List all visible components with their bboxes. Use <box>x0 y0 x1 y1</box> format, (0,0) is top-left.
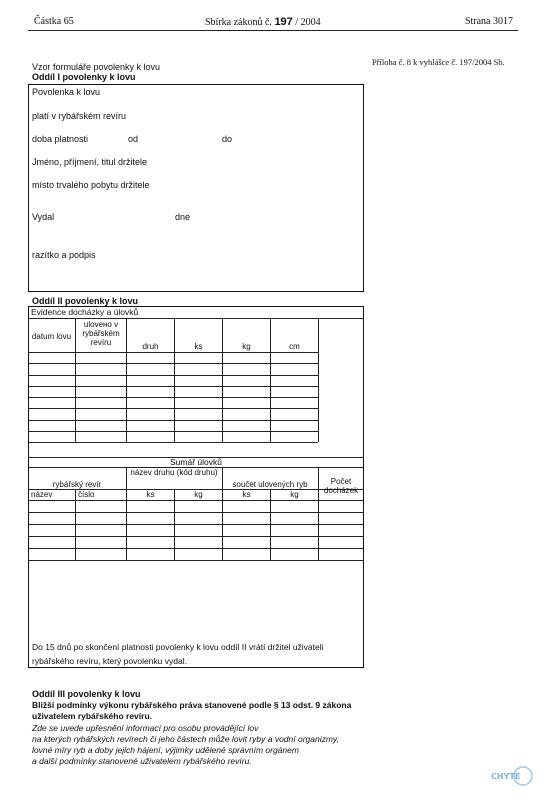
table-row-rule <box>28 375 318 376</box>
t2-total-head: součet ulovených ryb <box>232 480 308 489</box>
table-row-rule <box>28 560 364 561</box>
page-number: Strana 3017 <box>464 16 513 27</box>
t2-sub-ks2: ks <box>242 490 251 499</box>
collection-title <box>205 16 321 28</box>
t2-count-head: Počet docházek <box>323 477 359 495</box>
form-title: Vzor formuláře povolenky k lovu <box>32 62 161 72</box>
return-note: Do 15 dnů po skončení platnosti povolenky k lovu oddíl II vrátí držitel uživateli rybářského revíru, který povolenku vydal. <box>32 642 324 666</box>
table-row-rule <box>28 442 318 443</box>
holder-label: Jméno, příjmení, titul držitele <box>32 157 148 167</box>
col-caught-in: ulovено v rybářském revíru <box>82 320 120 347</box>
day-label: dne <box>175 212 191 222</box>
table-row-rule <box>28 363 318 364</box>
records-subheading: Evidence docházky a úlovků <box>31 307 139 317</box>
t2-species-head: název druhu (kód druhu) <box>130 468 218 477</box>
header-rule <box>28 30 518 31</box>
table-row-rule <box>28 397 318 398</box>
col-cm: cm <box>289 342 300 351</box>
collection-year: / 2004 <box>295 17 321 28</box>
section2-heading: Oddíl II povolenky k lovu <box>32 296 139 306</box>
residence-label: místo trvalého pobytu držitele <box>32 180 150 190</box>
col-date: datum lovu <box>31 332 72 341</box>
section3-conditions: Bližší podmínky výkonu rybářského práva stanovené podle § 13 odst. 9 zákona uživatelem rybářského revíru. <box>32 700 352 721</box>
validity-label: doba platnosti <box>32 134 89 144</box>
table-row-rule <box>28 548 364 549</box>
from-label: od <box>128 134 139 144</box>
collection-number: 197 <box>274 16 293 28</box>
watermark-logo <box>489 764 533 788</box>
issued-label: Vydal <box>32 212 55 222</box>
table-row-rule <box>28 386 318 387</box>
section1-heading: Oddíl I povolenky k lovu <box>32 72 136 82</box>
info-line-3: lovné míry ryb a doby jejich hájení, výjimky udělené správním orgánem <box>32 745 299 755</box>
table-row-rule <box>28 420 318 421</box>
table-row-rule <box>28 512 364 513</box>
info-line-2: na kterých rybářských revírech či jeho částech může lovit ryby a vodní organizmy, <box>32 734 339 744</box>
part-number: Částka 65 <box>34 16 74 27</box>
t2-sub-name: název <box>31 490 53 499</box>
summary-title: Sumář úlovků <box>170 457 222 467</box>
col-species: druh <box>142 342 159 351</box>
col-kg: kg <box>242 342 251 351</box>
t2-district-head: rybářský revír <box>52 480 102 489</box>
t2-sub-kg1: kg <box>194 490 203 499</box>
t2-sub-number: číslo <box>78 490 95 499</box>
svg-text:CHYTE: CHYTE <box>491 772 521 781</box>
collection-prefix: Sbírka zákonů č. <box>205 17 272 28</box>
permit-title: Povolenka k lovu <box>32 87 101 97</box>
to-label: do <box>222 134 233 144</box>
table-row-rule <box>28 431 318 432</box>
table-row-rule <box>28 408 318 409</box>
table-row-rule <box>28 536 364 537</box>
col-pieces: ks <box>194 342 203 351</box>
t2-sub-kg2: kg <box>290 490 299 499</box>
t2-sub-ks1: ks <box>146 490 155 499</box>
section3-heading: Oddíl III povolenky k lovu <box>32 689 141 699</box>
annex-note: Příloha č. 8 k vyhlášce č. 197/2004 Sb. <box>372 57 505 67</box>
info-line-4: a další podmínky stanovené uživatelem rybářského revíru. <box>32 756 252 766</box>
stamp-label: razítko a podpis <box>32 250 96 260</box>
district-label: platí v rybářském revíru <box>32 111 127 121</box>
table-row-rule <box>28 524 364 525</box>
info-line-1: Zde se uvede upřesnění informací pro osobu provádějící lov <box>32 723 259 733</box>
